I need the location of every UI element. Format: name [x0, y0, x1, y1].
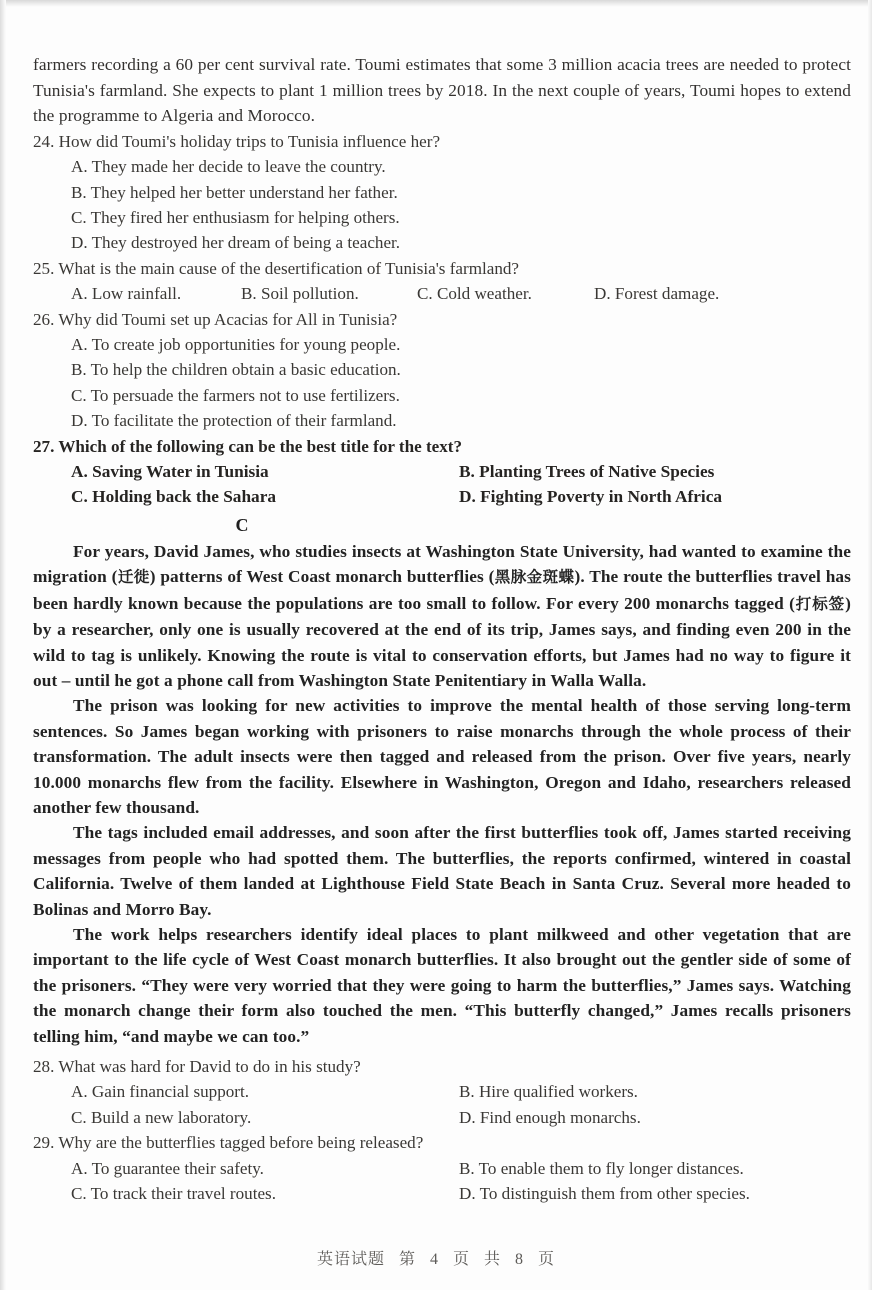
question-stem: 26. Why did Toumi set up Acacias for All in Tunisia? [33, 309, 398, 329]
footer-subject: 英语试题 [316, 1249, 385, 1268]
passage-text-run: ). The route the butterflies travel has been hardly known because the populations are too small to follow. For every 200 monarchs tagged ( [33, 567, 851, 613]
option-item[interactable]: B. To enable them to fly longer distances. [459, 1158, 744, 1178]
option-item[interactable]: D. They destroyed her dream of being a teacher. [71, 233, 401, 253]
option-item[interactable]: B. They helped her better understand her father. [71, 182, 398, 202]
passage-text-run: ) patterns of West Coast monarch butterflies ( [149, 567, 495, 587]
question-block [33, 307, 851, 434]
option-stack [33, 332, 851, 434]
question-block [33, 256, 851, 307]
option-item[interactable]: D. Fighting Poverty in North Africa [459, 487, 723, 507]
option-item[interactable]: A. To guarantee their safety. [71, 1158, 264, 1178]
option-item[interactable]: A. Low rainfall. [71, 284, 182, 304]
option-item[interactable]: B. Soil pollution. [241, 284, 359, 304]
question-stem: 25. What is the main cause of the desertification of Tunisia's farmland? [33, 258, 520, 278]
question-block [33, 434, 851, 510]
passage-paragraph [33, 693, 851, 820]
footer-total-word: 共 [484, 1249, 502, 1268]
footer-total-pages: 8 [515, 1251, 525, 1268]
passage-c-container [33, 539, 851, 1049]
chinese-gloss: 打标签 [794, 594, 846, 613]
page-content [33, 52, 851, 1206]
option-item[interactable]: D. Forest damage. [594, 284, 720, 304]
chinese-gloss: 黑脉金斑蝶 [494, 568, 575, 587]
option-item[interactable]: B. Hire qualified workers. [459, 1082, 638, 1102]
passage-paragraph [33, 820, 851, 922]
option-item[interactable]: A. Gain financial support. [71, 1082, 250, 1102]
question-stem: 28. What was hard for David to do in his study? [33, 1057, 361, 1076]
option-item[interactable]: D. To distinguish them from other species. [459, 1184, 750, 1204]
question-stem: 24. How did Toumi's holiday trips to Tunisia influence her? [33, 131, 441, 151]
option-item[interactable]: C. They fired her enthusiasm for helping others. [71, 208, 400, 227]
option-item[interactable]: C. Build a new laboratory. [71, 1107, 252, 1127]
question-stem: 29. Why are the butterflies tagged before being released? [33, 1133, 424, 1153]
option-item[interactable]: A. Saving Water in Tunisia [71, 462, 269, 482]
questions-c-container [33, 1054, 851, 1206]
option-grid [33, 459, 851, 510]
option-item[interactable]: A. They made her decide to leave the country. [71, 157, 386, 177]
option-item[interactable]: C. To persuade the farmers not to use fertilizers. [71, 385, 400, 405]
passage-paragraph [33, 539, 851, 693]
option-grid [33, 1156, 851, 1207]
option-item[interactable]: C. Holding back the Sahara [71, 487, 277, 507]
option-item[interactable]: B. Planting Trees of Native Species [459, 462, 715, 482]
option-grid [33, 1079, 851, 1130]
option-item[interactable]: D. To facilitate the protection of their farmland. [71, 411, 397, 431]
passage-text-run: The work helps researchers identify ideal places to plant milkweed and other vegetation that are important to the life cycle of West Coast monarch butterflies. It also brought out the gentler side of some of the prisoners. “They were very worried that they were going to harm the butterflies,” James says. Watching the monarch change their form also touched the men. “This butterfly changed,” James recalls prisoners telling him, “and maybe we can too.” [33, 924, 851, 1046]
page-footer [0, 1246, 872, 1269]
passage-text-run: ) by a researcher, only one is usually recovered at the end of its trip, James says, and finding even 200 in the wild to tag is unlikely. Knowing the route is vital to conservation efforts, but James had no way to figure it out – until he got a phone call from Washington State Penitentiary in Walla Walla. [33, 593, 851, 690]
question-stem: 27. Which of the following can be the best title for the text? [33, 436, 463, 456]
footer-page-word: 第 [398, 1249, 416, 1268]
option-item[interactable]: C. Cold weather. [417, 284, 532, 304]
option-row [33, 281, 851, 306]
scan-edge-top [0, 0, 872, 7]
option-item[interactable]: B. To help the children obtain a basic education. [71, 360, 401, 380]
option-item[interactable]: A. To create job opportunities for young people. [71, 335, 401, 355]
questions-b-container [33, 129, 851, 510]
section-letter-c: C [235, 514, 249, 535]
question-block [33, 1130, 851, 1206]
question-block [33, 129, 851, 256]
passage-text-run: The tags included email addresses, and soon after the first butterflies took off, James started receiving messages from people who had spotted them. The butterflies, the reports confirmed, wintered in coastal California. Twelve of them landed at Lighthouse Field State Beach in Santa Cruz. Several more headed to Bolinas and Morro Bay. [33, 823, 851, 919]
chinese-gloss: 迁徙 [117, 568, 150, 587]
footer-page-number: 4 [429, 1251, 439, 1268]
passage-paragraph [33, 922, 851, 1049]
scan-edge-right [868, 0, 872, 1290]
question-block [33, 1054, 851, 1130]
scan-edge-left [0, 0, 6, 1290]
passage-text-run: The prison was looking for new activities to improve the mental health of those serving long-term sentences. So James began working with prisoners to raise monarchs through the whole process of their transformation. The adult insects were then tagged and released from the prison. Over five years, nearly 10.000 monarchs flew from the facility. Elsewhere in Washington, Oregon and Idaho, researchers released another few thousand. [33, 696, 851, 817]
option-item[interactable]: D. Find enough monarchs. [459, 1107, 641, 1127]
passage-b-tail: farmers recording a 60 per cent survival rate. Toumi estimates that some 3 million acacia trees are needed to protect Tunisia's farmland. She expects to plant 1 million trees by 2018. In the next couple of years, Toumi hopes to extend the programme to Algeria and Morocco. [33, 55, 851, 126]
passage-text-run: For years, David James, who studies insects at Washington State University, had wanted to examine the migration ( [33, 541, 851, 587]
footer-page-unit-2: 页 [538, 1249, 556, 1268]
option-item[interactable]: C. To track their travel routes. [71, 1184, 276, 1204]
option-stack [33, 154, 851, 256]
footer-page-unit-1: 页 [452, 1249, 470, 1268]
